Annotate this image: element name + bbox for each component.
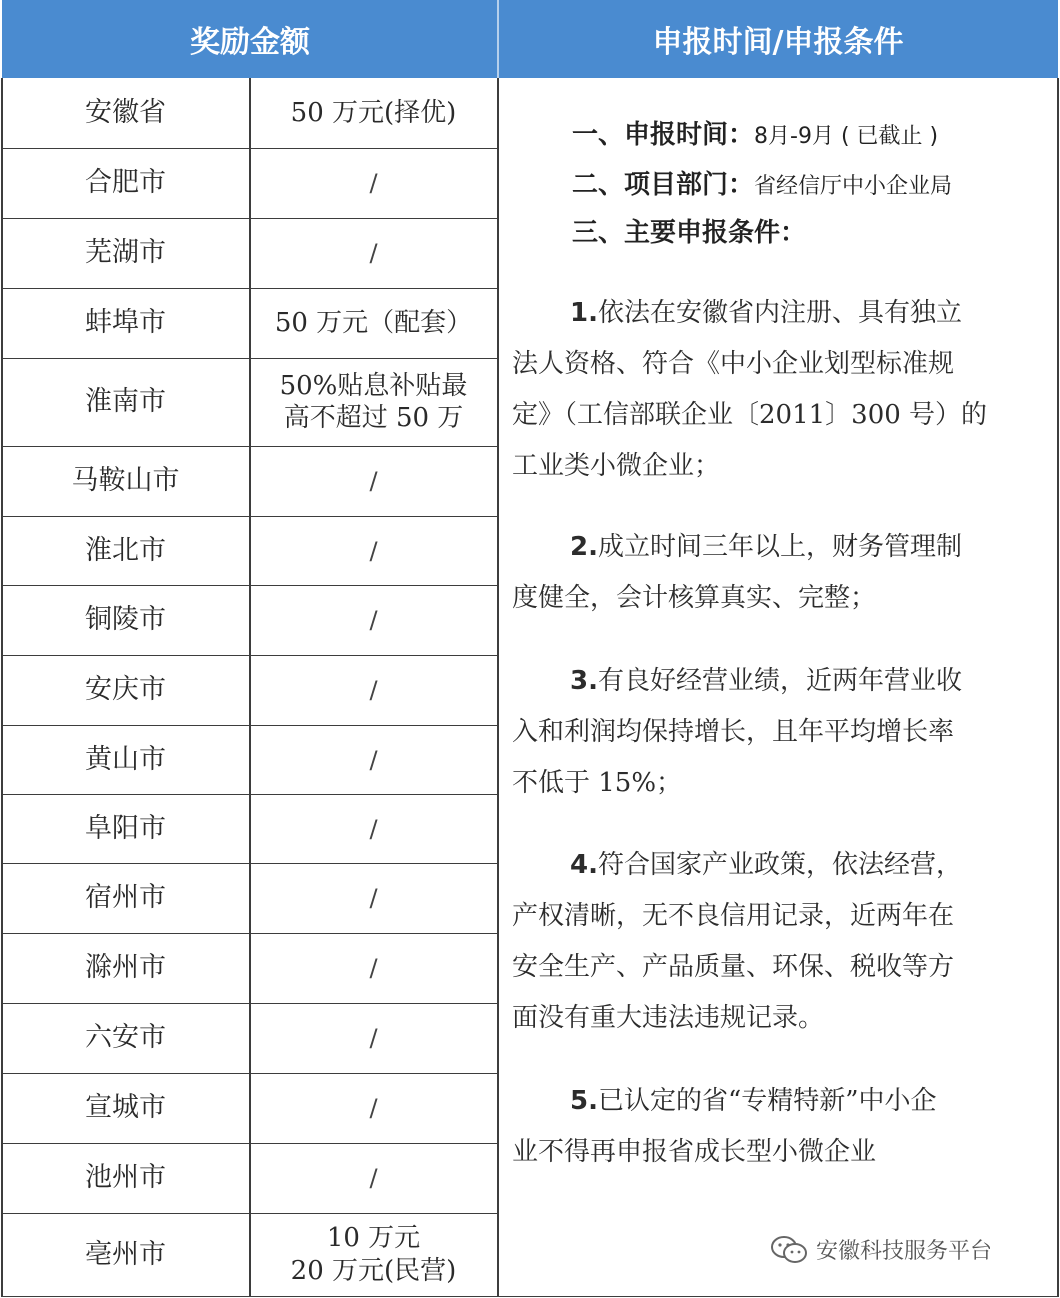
- city-cell: 黄山市: [85, 743, 166, 775]
- table-grid-line: [1, 1073, 498, 1074]
- award-text: /: [369, 884, 378, 912]
- award-text: 20 万元(民营): [290, 1255, 457, 1286]
- condition-number: 2.: [570, 532, 598, 562]
- condition-line: 2.成立时间三年以上，财务管理制: [570, 532, 962, 562]
- award-text: /: [369, 606, 378, 634]
- table-grid-line: [1, 78, 3, 1296]
- city-cell: 芜湖市: [85, 237, 166, 269]
- city-cell: 铜陵市: [85, 604, 166, 636]
- table-grid-line: [1057, 78, 1059, 1296]
- wechat-icon: [770, 1235, 808, 1265]
- award-cell: [251, 288, 496, 358]
- city-cell: 马鞍山市: [71, 465, 180, 497]
- city-cell: 滁州市: [85, 952, 166, 984]
- table-grid-line: [1, 148, 498, 149]
- award-text: /: [369, 1024, 378, 1052]
- award-cell: [251, 863, 496, 933]
- city-cell: 宿州市: [85, 882, 166, 914]
- award-cell: [251, 1003, 496, 1073]
- condition-line: 不低于 15%；: [512, 768, 683, 798]
- conditions-panel: [508, 78, 1048, 1296]
- condition-2: [512, 522, 1044, 624]
- award-text: /: [369, 169, 378, 197]
- award-text: 50 万元（配套）: [274, 307, 473, 338]
- table-grid-line: [1, 1213, 498, 1214]
- section-label: 二、项目部门：: [572, 170, 755, 200]
- award-cell: [251, 516, 496, 585]
- city-cell: 蚌埠市: [85, 307, 166, 339]
- table-grid-line: [1, 288, 498, 289]
- award-cell: [251, 933, 496, 1003]
- award-text: /: [369, 814, 378, 843]
- table-grid-line: [1, 725, 498, 726]
- award-text: /: [369, 954, 378, 982]
- table-grid-line: [1, 655, 498, 656]
- city-cell: 淮南市: [85, 386, 166, 418]
- condition-number: 5.: [570, 1086, 598, 1116]
- award-cell: [251, 1213, 496, 1296]
- award-text: 高不超过 50 万: [283, 403, 464, 433]
- city-cell: 亳州市: [85, 1238, 166, 1270]
- award-cell: [251, 1073, 496, 1143]
- award-text: 10 万元: [326, 1223, 421, 1253]
- table-grid-line: [1, 585, 498, 586]
- condition-line: 业不得再申报省成长型小微企业: [512, 1137, 877, 1167]
- table-grid-line: [1, 218, 498, 219]
- condition-5: [512, 1076, 1044, 1178]
- condition-line: 法人资格、符合《中小企业划型标准规: [512, 349, 955, 379]
- award-cell: [251, 1143, 496, 1213]
- table-grid-line: [1, 358, 498, 359]
- header-award-amount: 奖励金额: [2, 0, 498, 78]
- header-divider: [497, 0, 499, 78]
- award-text: /: [369, 467, 378, 495]
- award-cell: [251, 148, 496, 218]
- condition-line: 5.已认定的省“专精特新”中小企: [570, 1086, 937, 1116]
- award-cell: [251, 794, 496, 863]
- table-grid-line: [1, 863, 498, 864]
- section-application-time: [572, 114, 938, 151]
- section-label: 三、主要申报条件：: [572, 218, 807, 248]
- award-text: /: [369, 239, 378, 267]
- condition-line: 安全生产、产品质量、环保、税收等方: [512, 952, 955, 982]
- award-cell: [251, 218, 496, 288]
- table-grid-line: [1, 933, 498, 934]
- award-text: /: [369, 1094, 378, 1122]
- section-value: 8月-9月 ( 已截止 ): [754, 124, 939, 149]
- award-text: /: [369, 1164, 378, 1192]
- condition-line: 3.有良好经营业绩，近两年营业收: [570, 666, 962, 696]
- award-text: /: [369, 536, 378, 565]
- condition-number: 3.: [570, 666, 598, 696]
- table-grid-line: [1, 516, 498, 517]
- condition-4: [512, 840, 1044, 1044]
- award-cell: [251, 358, 496, 446]
- city-cell: 安庆市: [85, 674, 166, 706]
- condition-1: [512, 288, 1044, 492]
- award-cell: [251, 655, 496, 725]
- watermark-text: 安徽科技服务平台: [816, 1239, 993, 1264]
- section-label: 一、申报时间：: [572, 120, 755, 150]
- award-cell: [251, 585, 496, 655]
- city-cell: 淮北市: [85, 534, 166, 566]
- award-text: /: [369, 745, 378, 774]
- table-grid-line: [1, 794, 498, 795]
- condition-number: 1.: [570, 298, 598, 328]
- city-cell: 宣城市: [85, 1092, 166, 1124]
- condition-line: 定》（工信部联企业〔2011〕300 号）的: [512, 400, 988, 430]
- table-grid-line: [1, 446, 498, 447]
- award-text: 50%贴息补贴最: [279, 370, 468, 401]
- section-department: [572, 164, 952, 201]
- award-cell: [251, 446, 496, 516]
- city-cell: 合肥市: [85, 167, 166, 199]
- condition-line: 1.依法在安徽省内注册、具有独立: [570, 298, 962, 328]
- condition-line: 入和利润均保持增长，且年平均增长率: [512, 717, 955, 747]
- city-cell: 安徽省: [85, 97, 166, 129]
- watermark: [770, 1234, 992, 1265]
- condition-line: 面没有重大违法违规记录。: [512, 1003, 825, 1033]
- city-cell: 六安市: [85, 1022, 166, 1054]
- section-value: 省经信厅中小企业局: [754, 174, 953, 199]
- condition-3: [512, 656, 1044, 809]
- award-text: /: [369, 676, 378, 704]
- condition-line: 度健全，会计核算真实、完整；: [512, 583, 877, 613]
- header-application-conditions: 申报时间/申报条件: [498, 0, 1058, 78]
- table-grid-line: [497, 78, 499, 1296]
- section-main-conditions: [572, 212, 806, 249]
- condition-number: 4.: [570, 850, 598, 880]
- condition-line: 工业类小微企业；: [512, 451, 721, 481]
- table-grid-line: [1, 1143, 498, 1144]
- table-grid-line: [1, 1003, 498, 1004]
- table-grid-line: [249, 78, 251, 1296]
- award-cell: [251, 78, 496, 148]
- table-grid-line: [1, 1296, 1059, 1297]
- city-cell: 阜阳市: [85, 812, 166, 844]
- award-text: 50 万元(择优): [290, 97, 457, 128]
- condition-line: 产权清晰，无不良信用记录，近两年在: [512, 901, 955, 931]
- city-cell: 池州市: [85, 1162, 166, 1194]
- award-cell: [251, 725, 496, 794]
- condition-line: 4.符合国家产业政策，依法经营，: [570, 850, 962, 880]
